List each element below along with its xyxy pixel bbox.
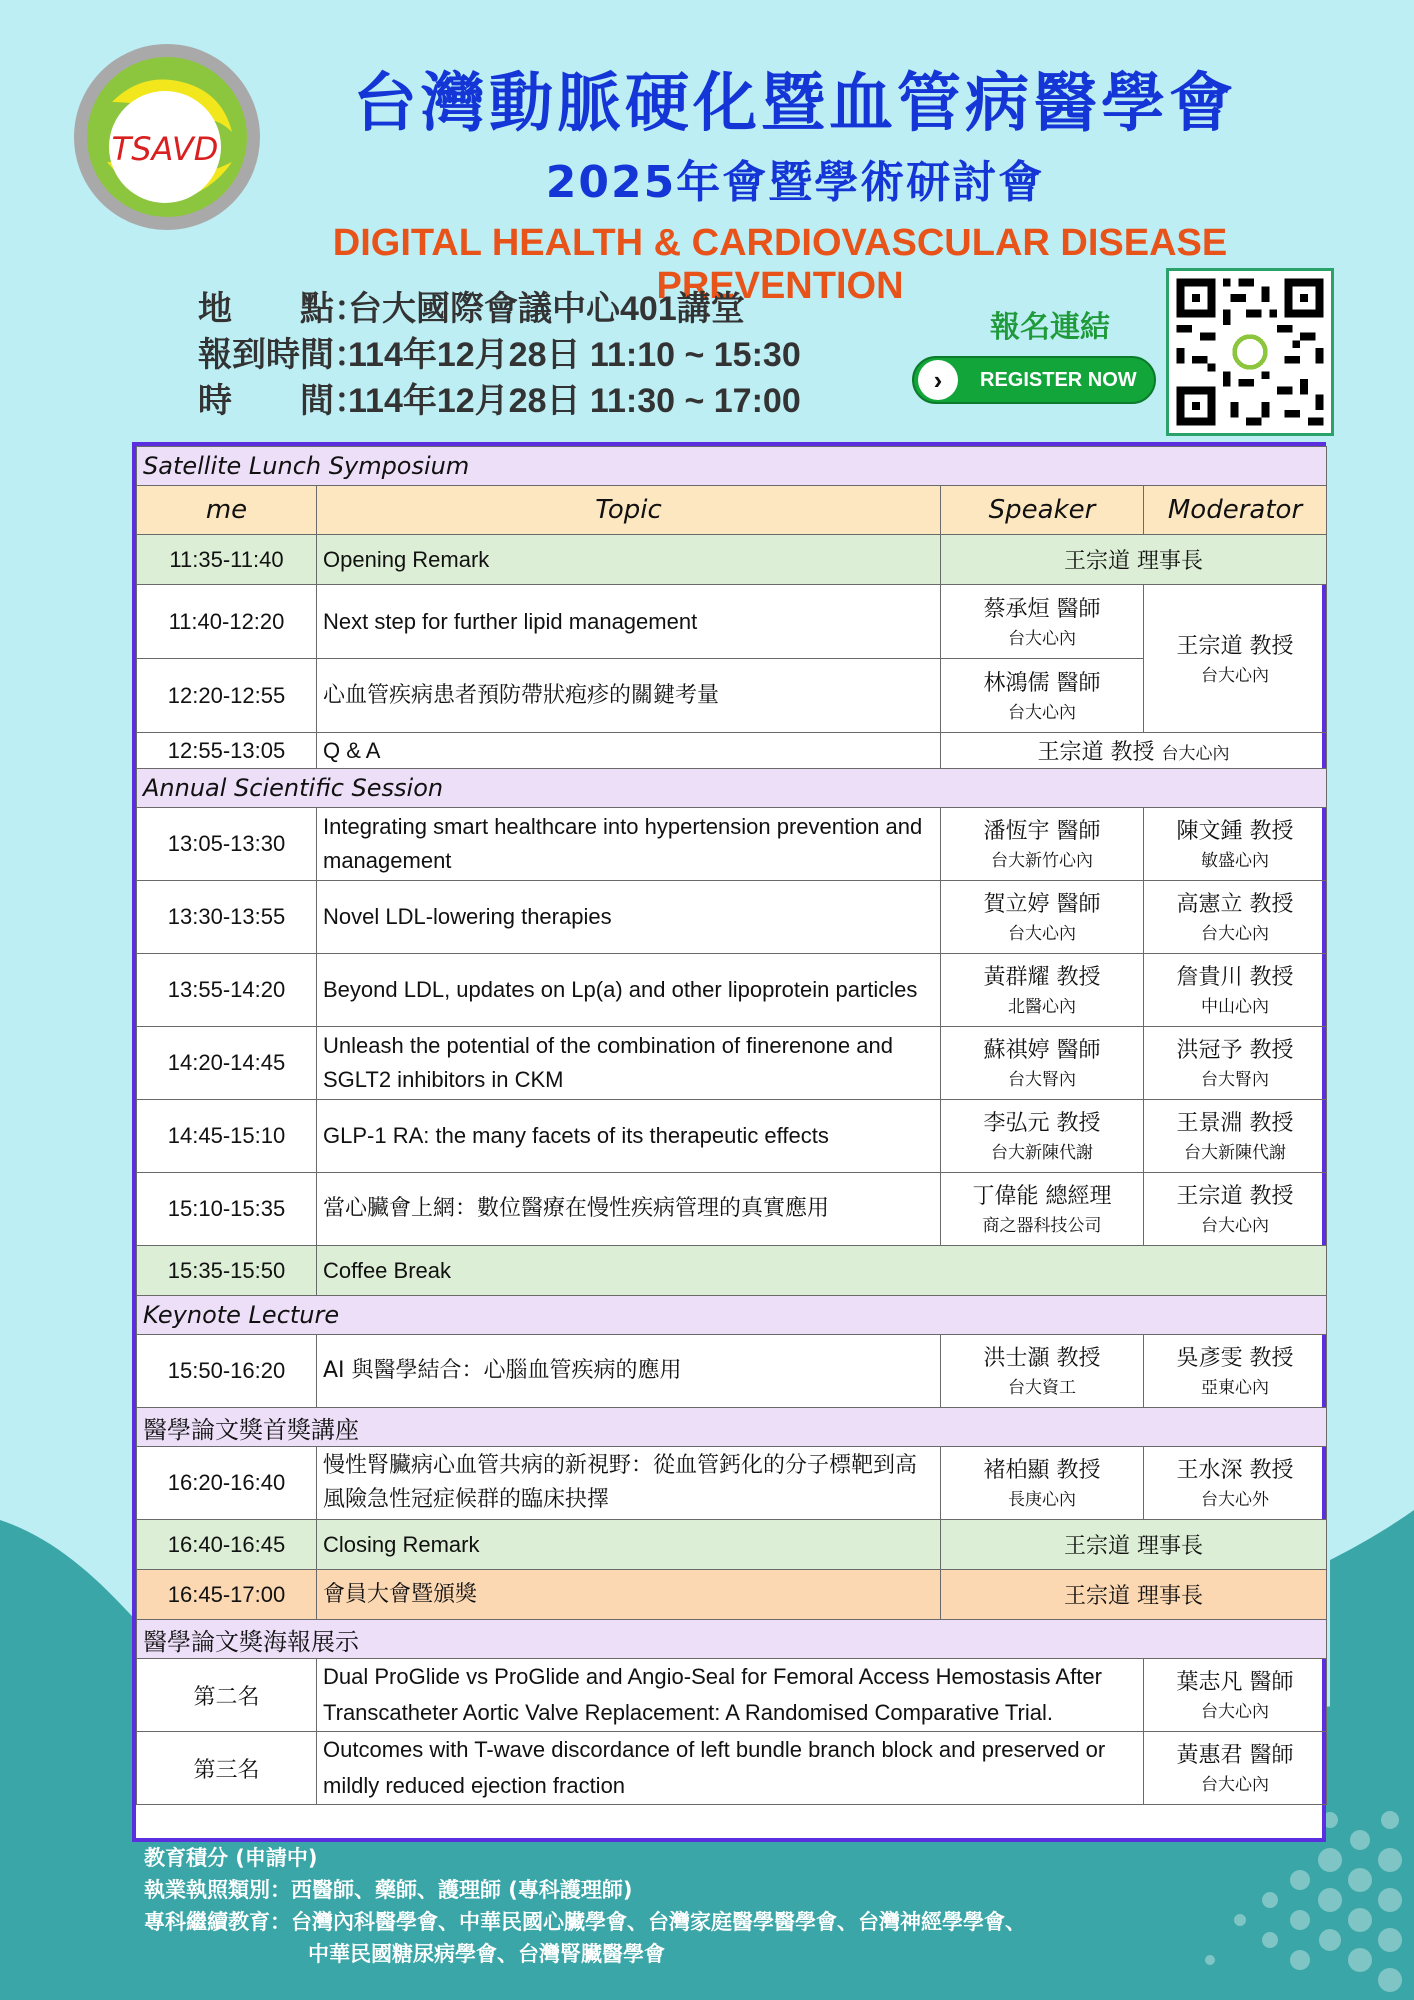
- table-row: [137, 1027, 1327, 1100]
- moderator-cell: [1144, 1335, 1327, 1408]
- person-name: 王宗道 教授: [1037, 740, 1155, 765]
- header-topic: Topic: [317, 486, 941, 535]
- checkin-row: [198, 332, 801, 378]
- speaker-name: 林鴻儒 醫師: [983, 670, 1101, 696]
- section-keynote: Keynote Lecture: [137, 1296, 1327, 1335]
- speaker-affiliation: 商之器科技公司: [982, 1216, 1102, 1236]
- topic-cell: AI 與醫學結合：心腦血管疾病的應用: [317, 1335, 941, 1408]
- table-row: [137, 585, 1327, 659]
- moderator-name: 陳文鍾 教授: [1176, 819, 1294, 844]
- table-row: [137, 881, 1327, 954]
- topic-cell: Closing Remark: [317, 1520, 941, 1570]
- speaker-name: 丁偉能 總經理: [972, 1184, 1112, 1209]
- schedule-table: [132, 442, 1326, 1842]
- speaker-affiliation: 台大腎內: [1008, 1070, 1076, 1090]
- topic-cell: 當心臟會上網：數位醫療在慢性疾病管理的真實應用: [317, 1173, 941, 1246]
- poster-author-name: 葉志凡 醫師: [1176, 1670, 1294, 1695]
- poster-title: Outcomes with T-wave discordance of left bundle branch block and preserved or mildly reduced ejection fraction: [317, 1732, 1144, 1805]
- speaker-name: 褚柏顯 教授: [983, 1458, 1101, 1483]
- speaker-affiliation: 台大心內: [1008, 924, 1076, 944]
- time-cell: 11:40-12:20: [137, 585, 317, 659]
- moderator-affiliation: 台大心內: [1201, 665, 1270, 686]
- speaker-name: 蔡承烜 醫師: [983, 596, 1101, 622]
- moderator-cell: [1144, 881, 1327, 954]
- moderator-name: 王景淵 教授: [1176, 1111, 1294, 1136]
- event-info: [198, 286, 801, 424]
- section-row: [137, 1408, 1327, 1447]
- tsavd-logo: [72, 42, 262, 232]
- table-row: [137, 733, 1327, 769]
- moderator-cell: [1144, 954, 1327, 1027]
- speaker-affiliation: 台大心內: [1008, 628, 1076, 649]
- speaker-name: 潘恆宇 醫師: [983, 819, 1101, 844]
- topic-cell: Coffee Break: [317, 1246, 1327, 1296]
- moderator-name: 王水深 教授: [1176, 1458, 1294, 1483]
- section-row: [137, 1620, 1327, 1659]
- moderator-name: 洪冠予 教授: [1176, 1038, 1294, 1063]
- person-cell: 王宗道 理事長: [941, 535, 1327, 585]
- poster-author-affiliation: 台大心內: [1201, 1702, 1270, 1722]
- title-en: DIGITAL HEALTH & CARDIOVASCULAR DISEASE PREVENTION: [332, 222, 1228, 307]
- section-row: [137, 769, 1327, 808]
- poster-author-name: 黃惠君 醫師: [1176, 1743, 1294, 1768]
- time-cell: 13:05-13:30: [137, 808, 317, 881]
- speaker-affiliation: 台大新陳代謝: [991, 1143, 1093, 1163]
- moderator-name: 王宗道 教授: [1176, 1184, 1294, 1209]
- moderator-affiliation: 台大心內: [1201, 924, 1270, 944]
- table-row: [137, 1520, 1327, 1570]
- topic-cell: Novel LDL-lowering therapies: [317, 881, 941, 954]
- section-annual: Annual Scientific Session: [137, 769, 1327, 808]
- speaker-name: 黃群耀 教授: [983, 965, 1101, 990]
- header-row: [137, 486, 1327, 535]
- speaker-affiliation: 長庚心內: [1008, 1490, 1076, 1510]
- time-cell: 11:35-11:40: [137, 535, 317, 585]
- time-cell: 12:55-13:05: [137, 733, 317, 769]
- table-row: [137, 808, 1327, 881]
- table-row: [137, 1335, 1327, 1408]
- footer-line: 執業執照類別：西醫師、藥師、護理師 (專科護理師): [144, 1878, 633, 1902]
- place-cell: 第二名: [137, 1659, 317, 1732]
- speaker-cell: [941, 659, 1144, 733]
- speaker-affiliation: 台大新竹心內: [991, 851, 1093, 871]
- topic-cell: 慢性腎臟病心血管共病的新視野：從血管鈣化的分子標靶到高風險急性冠症候群的臨床抉擇: [317, 1447, 941, 1520]
- qr-code[interactable]: [1166, 268, 1334, 436]
- moderator-affiliation: 敏盛心內: [1201, 851, 1270, 871]
- time-cell: 15:50-16:20: [137, 1335, 317, 1408]
- location-value: 台大國際會議中心401講堂: [348, 290, 745, 328]
- section-satellite: Satellite Lunch Symposium: [137, 447, 1327, 486]
- time-cell: 13:30-13:55: [137, 881, 317, 954]
- time-cell: 16:40-16:45: [137, 1520, 317, 1570]
- time-cell: 15:35-15:50: [137, 1246, 317, 1296]
- speaker-name: 賀立婷 醫師: [983, 892, 1101, 917]
- poster-author-cell: [1144, 1659, 1327, 1732]
- moderator-affiliation: 中山心內: [1201, 997, 1270, 1017]
- section-poster: 醫學論文獎海報展示: [137, 1620, 1327, 1659]
- person-affiliation: 台大心內: [1161, 744, 1230, 764]
- topic-cell: GLP-1 RA: the many facets of its therapeutic effects: [317, 1100, 941, 1173]
- time-cell: 14:20-14:45: [137, 1027, 317, 1100]
- poster-row: [137, 1732, 1327, 1805]
- speaker-cell: [941, 1027, 1144, 1100]
- moderator-name: 吳彥雯 教授: [1176, 1346, 1294, 1371]
- speaker-cell: [941, 881, 1144, 954]
- poster-author-affiliation: 台大心內: [1201, 1775, 1270, 1795]
- header-time: me: [137, 486, 317, 535]
- person-cell: 王宗道 理事長: [941, 1520, 1327, 1570]
- moderator-affiliation: 台大心內: [1201, 1216, 1270, 1236]
- place-cell: 第三名: [137, 1732, 317, 1805]
- moderator-name: 高憲立 教授: [1176, 892, 1294, 917]
- speaker-cell: [941, 1100, 1144, 1173]
- moderator-cell: [1144, 1100, 1327, 1173]
- speaker-cell: [941, 954, 1144, 1027]
- footer-line: 教育積分 (申請中): [144, 1846, 318, 1870]
- speaker-cell: [941, 585, 1144, 659]
- speaker-name: 蘇祺婷 醫師: [983, 1038, 1101, 1063]
- topic-cell: Q & A: [317, 733, 941, 769]
- chevron-right-icon: ›: [918, 360, 958, 400]
- time-label: 時 間：: [198, 382, 368, 420]
- speaker-affiliation: 台大心內: [1008, 702, 1076, 723]
- time-cell: 12:20-12:55: [137, 659, 317, 733]
- subtitle-zh: 2025年會暨學術研討會: [545, 157, 1045, 208]
- checkin-value: 114年12月28日 11:10 ~ 15:30: [348, 336, 801, 374]
- speaker-affiliation: 台大資工: [1008, 1378, 1076, 1398]
- moderator-name: 王宗道 教授: [1176, 633, 1294, 659]
- footer-credits: [144, 1842, 1026, 1970]
- topic-cell: Unleash the potential of the combination of finerenone and SGLT2 inhibitors in CKM: [317, 1027, 941, 1100]
- topic-cell: Next step for further lipid management: [317, 585, 941, 659]
- person-cell: 王宗道 理事長: [941, 1570, 1327, 1620]
- moderator-affiliation: 台大心外: [1201, 1490, 1270, 1510]
- section-award-lecture: 醫學論文獎首獎講座: [137, 1408, 1327, 1447]
- moderator-cell: [1144, 1027, 1327, 1100]
- moderator-cell: [1144, 1447, 1327, 1520]
- speaker-cell: [941, 1173, 1144, 1246]
- moderator-name: 詹貴川 教授: [1176, 965, 1294, 990]
- moderator-affiliation: 台大腎內: [1201, 1070, 1270, 1090]
- location-label: 地 點：: [198, 290, 368, 328]
- speaker-cell: [941, 1335, 1144, 1408]
- topic-cell: Opening Remark: [317, 535, 941, 585]
- title-zh: 台灣動脈硬化暨血管病醫學會: [353, 67, 1237, 141]
- moderator-cell: [1144, 808, 1327, 881]
- time-row: [198, 378, 801, 424]
- speaker-cell: [941, 808, 1144, 881]
- speaker-name: 洪士灝 教授: [983, 1346, 1101, 1371]
- time-cell: 16:45-17:00: [137, 1570, 317, 1620]
- poster-author-cell: [1144, 1732, 1327, 1805]
- topic-cell: Beyond LDL, updates on Lp(a) and other lipoprotein particles: [317, 954, 941, 1027]
- topic-cell: Integrating smart healthcare into hypertension prevention and management: [317, 808, 941, 881]
- poster-title: Dual ProGlide vs ProGlide and Angio-Seal for Femoral Access Hemostasis After Transcatheter Aortic Valve Replacement: A Randomised Comparative Trial.: [317, 1659, 1144, 1732]
- register-button-label: REGISTER NOW: [980, 368, 1137, 391]
- register-label: 報名連結: [990, 310, 1110, 345]
- section-row: [137, 447, 1327, 486]
- location-row: [198, 286, 801, 332]
- moderator-cell: [1144, 585, 1327, 733]
- topic-cell: 心血管疾病患者預防帶狀疱疹的關鍵考量: [317, 659, 941, 733]
- topic-cell: 會員大會暨頒獎: [317, 1570, 941, 1620]
- section-row: [137, 1296, 1327, 1335]
- speaker-name: 李弘元 教授: [983, 1111, 1101, 1136]
- table-row: [137, 954, 1327, 1027]
- time-cell: 15:10-15:35: [137, 1173, 317, 1246]
- footer-line: 中華民國糖尿病學會、台灣腎臟醫學會: [308, 1942, 665, 1966]
- table-row: [137, 535, 1327, 585]
- speaker-cell: [941, 1447, 1144, 1520]
- poster-row: [137, 1659, 1327, 1732]
- checkin-label: 報到時間：: [198, 336, 368, 374]
- time-cell: 13:55-14:20: [137, 954, 317, 1027]
- table-row: [137, 1173, 1327, 1246]
- moderator-affiliation: 台大新陳代謝: [1184, 1143, 1287, 1163]
- table-row: [137, 1246, 1327, 1296]
- register-now-button[interactable]: [912, 356, 1156, 404]
- moderator-cell: [1144, 1173, 1327, 1246]
- table-row: [137, 1570, 1327, 1620]
- speaker-affiliation: 北醫心內: [1008, 997, 1076, 1017]
- time-cell: 16:20-16:40: [137, 1447, 317, 1520]
- moderator-affiliation: 亞東心內: [1201, 1378, 1270, 1398]
- header-moderator: Moderator: [1144, 486, 1327, 535]
- time-value: 114年12月28日 11:30 ~ 17:00: [348, 382, 801, 420]
- svg-text:TSAVD: TSAVD: [111, 130, 219, 168]
- footer-line: 專科繼續教育：台灣內科醫學會、中華民國心臟學會、台灣家庭醫學醫學會、台灣神經學學會、: [144, 1910, 1026, 1934]
- table-row: [137, 1447, 1327, 1520]
- time-cell: 14:45-15:10: [137, 1100, 317, 1173]
- table-row: [137, 1100, 1327, 1173]
- header-speaker: Speaker: [941, 486, 1144, 535]
- person-cell: [941, 733, 1327, 769]
